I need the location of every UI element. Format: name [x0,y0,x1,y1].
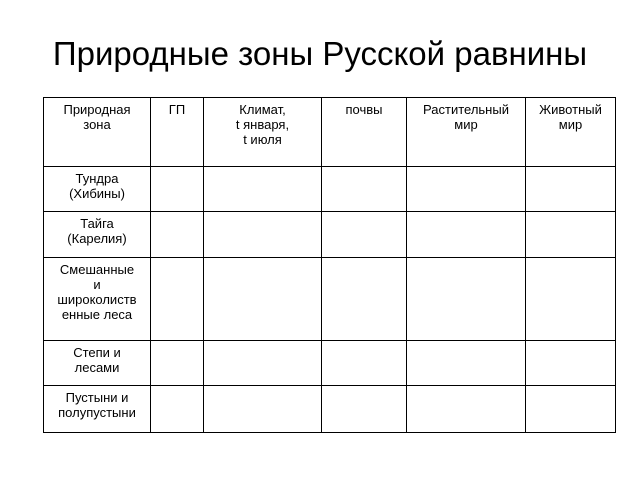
zone-name-cell: Тайга (Карелия) [44,212,151,258]
table-cell [407,167,526,212]
header-flora: Растительный мир [407,98,526,167]
table-cell [322,167,407,212]
table-cell [526,386,616,433]
table-cell [526,258,616,341]
table-cell [407,386,526,433]
table-cell [407,258,526,341]
table-cell [151,386,204,433]
table-cell [204,167,322,212]
table-cell [151,212,204,258]
table-cell [526,167,616,212]
table-cell [204,341,322,386]
table-row [44,386,616,433]
table-cell [151,258,204,341]
table-row [44,341,616,386]
table-cell [526,341,616,386]
table-cell [526,212,616,258]
table-cell [322,212,407,258]
header-natural-zone: Природная зона [44,98,151,167]
zone-name-cell: Тундра (Хибины) [44,167,151,212]
table-cell [407,341,526,386]
table-cell [204,386,322,433]
header-soils: почвы [322,98,407,167]
table-cell [151,167,204,212]
table-cell [204,258,322,341]
table-header-row [44,98,616,167]
table-row [44,258,616,341]
table-cell [322,386,407,433]
table-cell [151,341,204,386]
zones-table [43,97,616,433]
zone-name-cell: Пустыни и полупустыни [44,386,151,433]
table-cell [407,212,526,258]
header-fauna: Животный мир [526,98,616,167]
table-cell [322,341,407,386]
header-climate: Климат, t января, t июля [204,98,322,167]
zone-name-cell: Степи и лесами [44,341,151,386]
table-row [44,167,616,212]
table-cell [322,258,407,341]
table-cell [204,212,322,258]
header-geographic-position: ГП [151,98,204,167]
zone-name-cell: Смешанные и широколиств енные леса [44,258,151,341]
page-title: Природные зоны Русской равнины [52,35,588,72]
table-row [44,212,616,258]
